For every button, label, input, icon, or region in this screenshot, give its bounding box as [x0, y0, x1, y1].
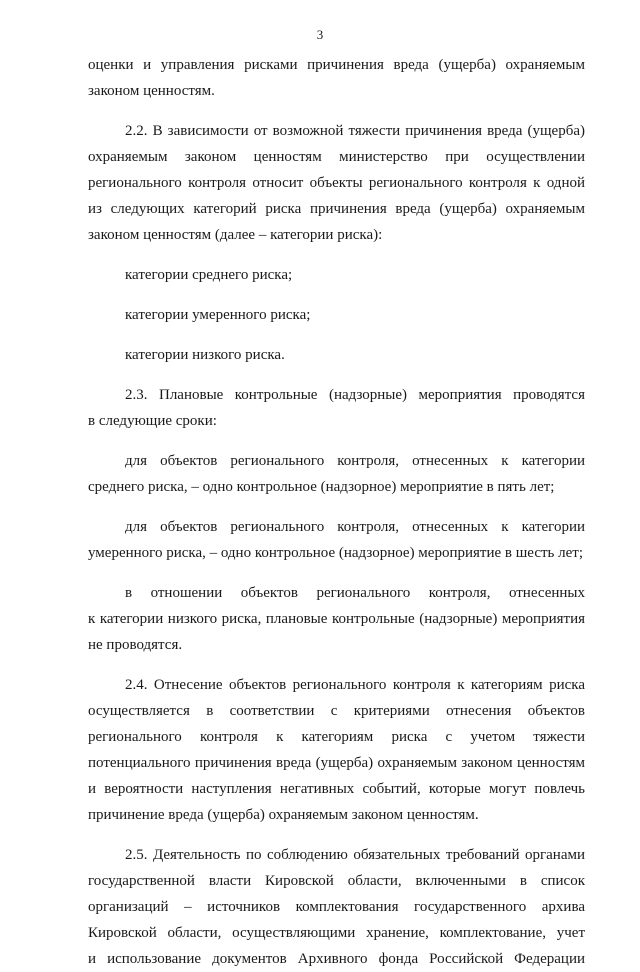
text-line: потенциального причинения вреда (ущерба) охраняемым законом ценностям: [88, 755, 585, 771]
text-line: 2.2. В зависимости от возможной тяжести причинения вреда (ущерба): [125, 123, 585, 139]
paragraph-gap: [88, 434, 585, 448]
text-line: для объектов регионального контроля, отнесенных к категории: [125, 519, 585, 535]
text-line: 2.3. Плановые контрольные (надзорные) мероприятия проводятся: [125, 387, 585, 403]
page-number: 3: [316, 27, 324, 42]
text-line: в следующие сроки:: [88, 413, 217, 429]
text-line: регионального контроля к категориям риска с учетом тяжести: [88, 729, 585, 745]
paragraph-gap: [88, 104, 585, 118]
text-line: 2.5. Деятельность по соблюдению обязательных требований органами: [125, 847, 585, 863]
text-line: и вероятности наступления негативных событий, которые могут повлечь: [88, 781, 585, 797]
paragraph-gap: [88, 658, 585, 672]
text-line: 2.4. Отнесение объектов регионального контроля к категориям риска: [125, 677, 585, 693]
text-line: оценки и управления рисками причинения вреда (ущерба) охраняемым: [88, 57, 585, 73]
text-line: среднего риска, – одно контрольное (надзорное) мероприятие в пять лет;: [88, 479, 555, 495]
text-line: организаций – источников комплектования государственного архива: [88, 899, 585, 915]
text-line: из следующих категорий риска причинения вреда (ущерба) охраняемым: [88, 201, 585, 217]
paragraph-gap: [88, 248, 585, 262]
text-line: регионального контроля относит объекты регионального контроля к одной: [88, 175, 585, 191]
text-line: причинение вреда (ущерба) охраняемым законом ценностям.: [88, 807, 479, 823]
text-line: в отношении объектов регионального контроля, отнесенных: [125, 585, 585, 601]
text-line: умеренного риска, – одно контрольное (надзорное) мероприятие в шесть лет;: [88, 545, 583, 561]
text-line: законом ценностям.: [88, 83, 215, 99]
text-line: категории низкого риска.: [125, 347, 285, 363]
text-line: законом ценностям (далее – категории риска):: [88, 227, 383, 243]
paragraph-gap: [88, 828, 585, 842]
paragraph-gap: [88, 566, 585, 580]
text-line: категории среднего риска;: [125, 267, 293, 283]
text-line: Кировской области, осуществляющими хранение, комплектование, учет: [88, 925, 585, 941]
document-body: [88, 52, 585, 972]
text-line: государственной власти Кировской области, включенными в список: [88, 873, 585, 889]
paragraph-gap: [88, 328, 585, 342]
paragraph-gap: [88, 368, 585, 382]
paragraph-gap: [88, 288, 585, 302]
paragraph-gap: [88, 500, 585, 514]
text-line: для объектов регионального контроля, отнесенных к категории: [125, 453, 585, 469]
text-line: осуществляется в соответствии с критериями отнесения объектов: [88, 703, 585, 719]
text-line: охраняемым законом ценностям министерство при осуществлении: [88, 149, 585, 165]
text-line: не проводятся.: [88, 637, 183, 653]
text-line: к категории низкого риска, плановые контрольные (надзорные) мероприятия: [88, 611, 585, 627]
text-line: и использование документов Архивного фонда Российской Федерации: [88, 951, 585, 967]
text-line: категории умеренного риска;: [125, 307, 311, 323]
